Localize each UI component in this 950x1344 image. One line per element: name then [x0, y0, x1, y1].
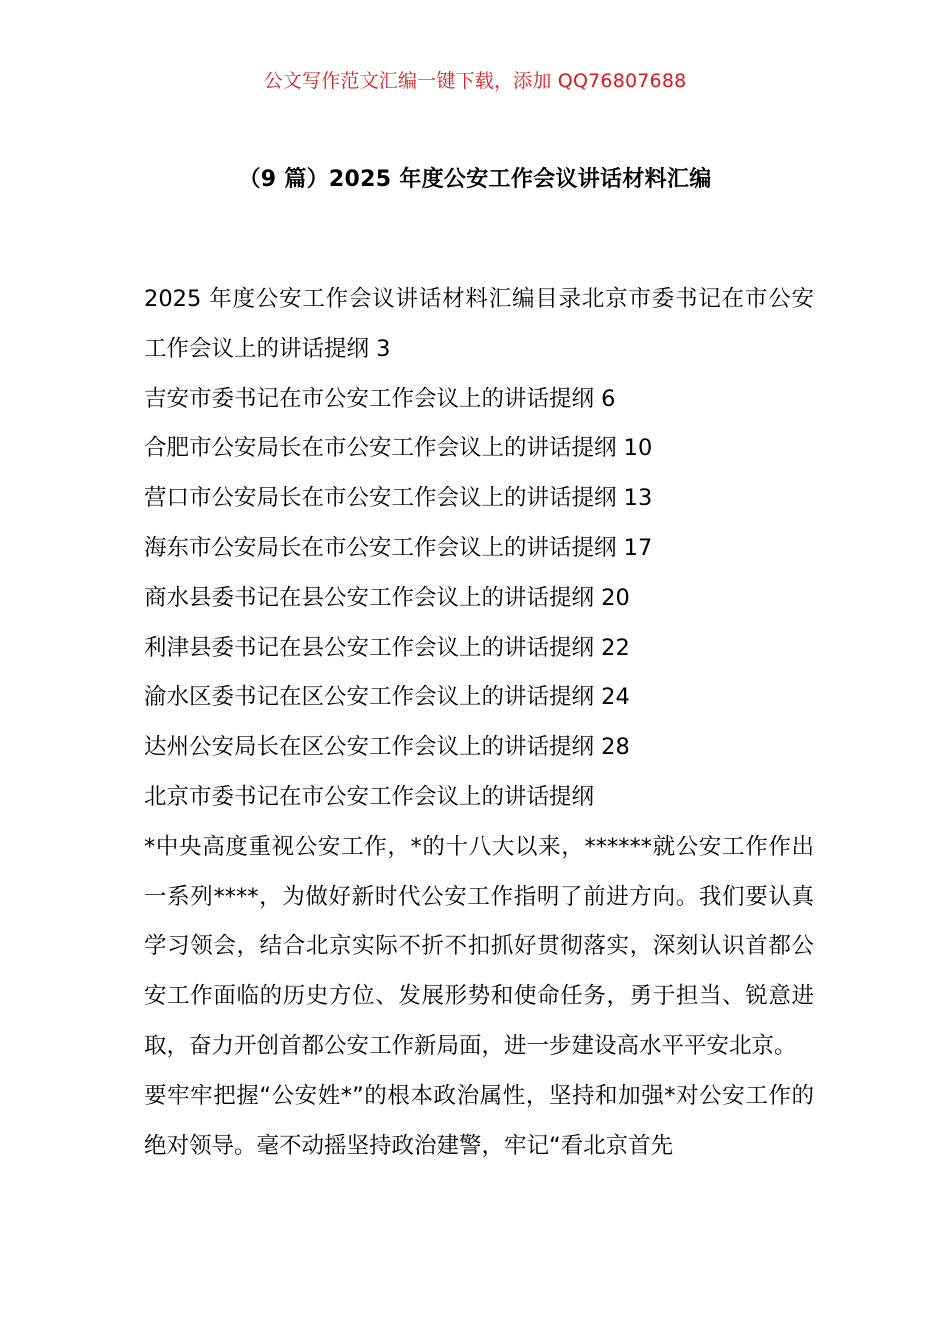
document-title: （9 篇）2025 年度公安工作会议讲话材料汇编 — [238, 167, 712, 192]
body-paragraph: 要牢牢把握“公安姓*”的根本政治属性，坚持和加强*对公安工作的绝对领导。毫不动摇坚持政治建警，牢记“看北京首先 — [144, 1082, 814, 1159]
toc-entry: 利津县委书记在县公安工作会议上的讲话提纲 22 — [144, 634, 630, 661]
toc-entry: 渝水区委书记在区公安工作会议上的讲话提纲 24 — [144, 684, 630, 711]
section-heading: 北京市委书记在市公安工作会议上的讲话提纲 — [144, 783, 595, 810]
toc-entry: 达州公安局长在区公安工作会议上的讲话提纲 28 — [144, 734, 630, 761]
body-paragraph: *中央高度重视公安工作，*的十八大以来，******就公安工作作出一系列****，为做好新时代公安工作指明了前进方向。我们要认真学习领会，结合北京实际不折不扣抓好贯彻落实，深刻认识首都公安工作面临的历史方位、发展形势和使命任务，勇于担当、锐意进取，奋力开创首都公安工作新局面，进一步建设高水平平安北京。 — [144, 833, 814, 1059]
toc-entry: 2025 年度公安工作会议讲话材料汇编目录北京市委书记在市公安工作会议上的讲话提纲 3 — [144, 286, 814, 362]
promo-banner[interactable]: 公文写作范文汇编一键下载，添加 QQ76807688 — [263, 70, 687, 92]
toc-entry: 营口市公安局长在市公安工作会议上的讲话提纲 13 — [144, 485, 653, 512]
toc-entry: 海东市公安局长在市公安工作会议上的讲话提纲 17 — [144, 534, 653, 561]
toc-entry: 合肥市公安局长在市公安工作会议上的讲话提纲 10 — [144, 435, 653, 462]
document-body — [144, 275, 814, 1171]
toc-entry: 商水县委书记在县公安工作会议上的讲话提纲 20 — [144, 584, 630, 611]
toc-entry: 吉安市委书记在市公安工作会议上的讲话提纲 6 — [144, 385, 616, 412]
